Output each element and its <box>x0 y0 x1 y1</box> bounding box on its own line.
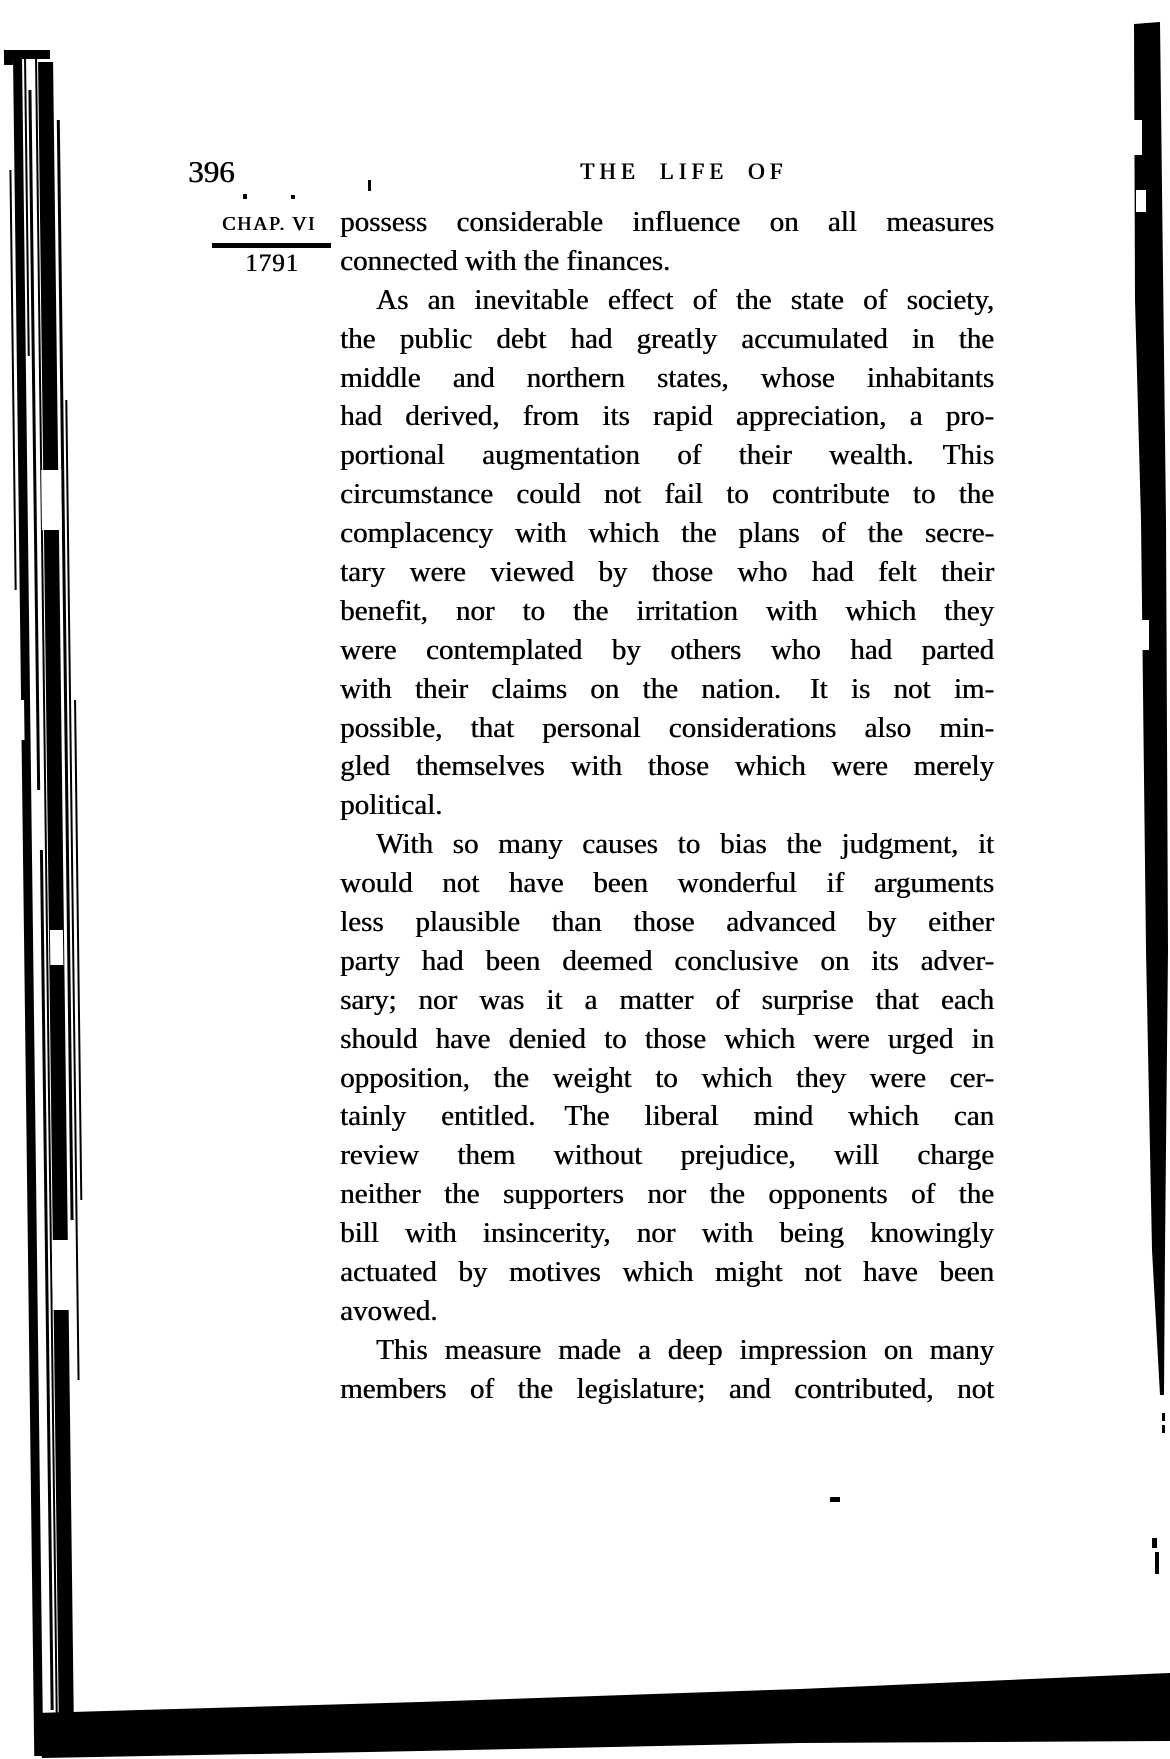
body-line: the public debt had greatly accumulated in the <box>340 322 994 355</box>
body-line: bill with insincerity, nor with being knowingly <box>340 1217 994 1250</box>
body-line: review them without prejudice, will charge <box>340 1139 994 1172</box>
body-line: With so many causes to bias the judgment, it <box>376 828 994 861</box>
body-line: sary; nor was it a matter of surprise that each <box>340 983 994 1016</box>
margin-note-year: 1791 <box>245 250 299 277</box>
body-line: benefit, nor to the irritation with which they <box>340 594 994 627</box>
body-line: opposition, the weight to which they were cer- <box>340 1061 994 1094</box>
body-line: As an inevitable effect of the state of society, <box>376 283 994 316</box>
body-line: neither the supporters nor the opponents of the <box>340 1178 994 1211</box>
body-line: possible, that personal considerations also min- <box>340 711 994 744</box>
body-line: were contemplated by others who had parted <box>340 633 994 666</box>
body-line: party had been deemed conclusive on its adver- <box>340 944 994 977</box>
body-line: had derived, from its rapid appreciation, a pro- <box>340 400 994 433</box>
body-line: tary were viewed by those who had felt their <box>340 556 994 589</box>
body-line: possess considerable influence on all measures <box>340 206 994 238</box>
running-header: THE LIFE OF <box>580 159 788 184</box>
body-line: connected with the finances. <box>340 244 671 277</box>
body-line: less plausible than those advanced by either <box>340 906 994 939</box>
page-number: 396 <box>188 154 235 189</box>
body-line: tainly entitled. The liberal mind which can <box>340 1100 994 1133</box>
body-line: should have denied to those which were urged in <box>340 1022 994 1055</box>
body-line: complacency with which the plans of the secre- <box>340 517 994 550</box>
body-line: avowed. <box>340 1294 438 1327</box>
body-line: actuated by motives which might not have been <box>340 1256 994 1289</box>
margin-note-chapter: CHAP. VI <box>222 213 316 235</box>
right-scan-bar <box>1134 22 1168 1574</box>
body-line: would not have been wonderful if arguments <box>340 867 994 900</box>
body-text <box>340 203 994 1409</box>
body-line: with their claims on the nation. It is not im- <box>340 672 994 705</box>
binding-streaks-left <box>4 50 89 1756</box>
bottom-scan-bar <box>36 1673 1170 1758</box>
body-line: gled themselves with those which were merely <box>340 750 994 783</box>
body-line: circumstance could not fail to contribute to the <box>340 478 994 511</box>
body-line: political. <box>340 789 443 822</box>
body-line: middle and northern states, whose inhabitants <box>340 361 994 394</box>
body-line: This measure made a deep impression on many <box>376 1333 994 1366</box>
body-line: members of the legislature; and contributed, not <box>340 1372 994 1405</box>
margin-note-divider <box>212 243 331 248</box>
body-line: portional augmentation of their wealth. This <box>340 439 994 472</box>
